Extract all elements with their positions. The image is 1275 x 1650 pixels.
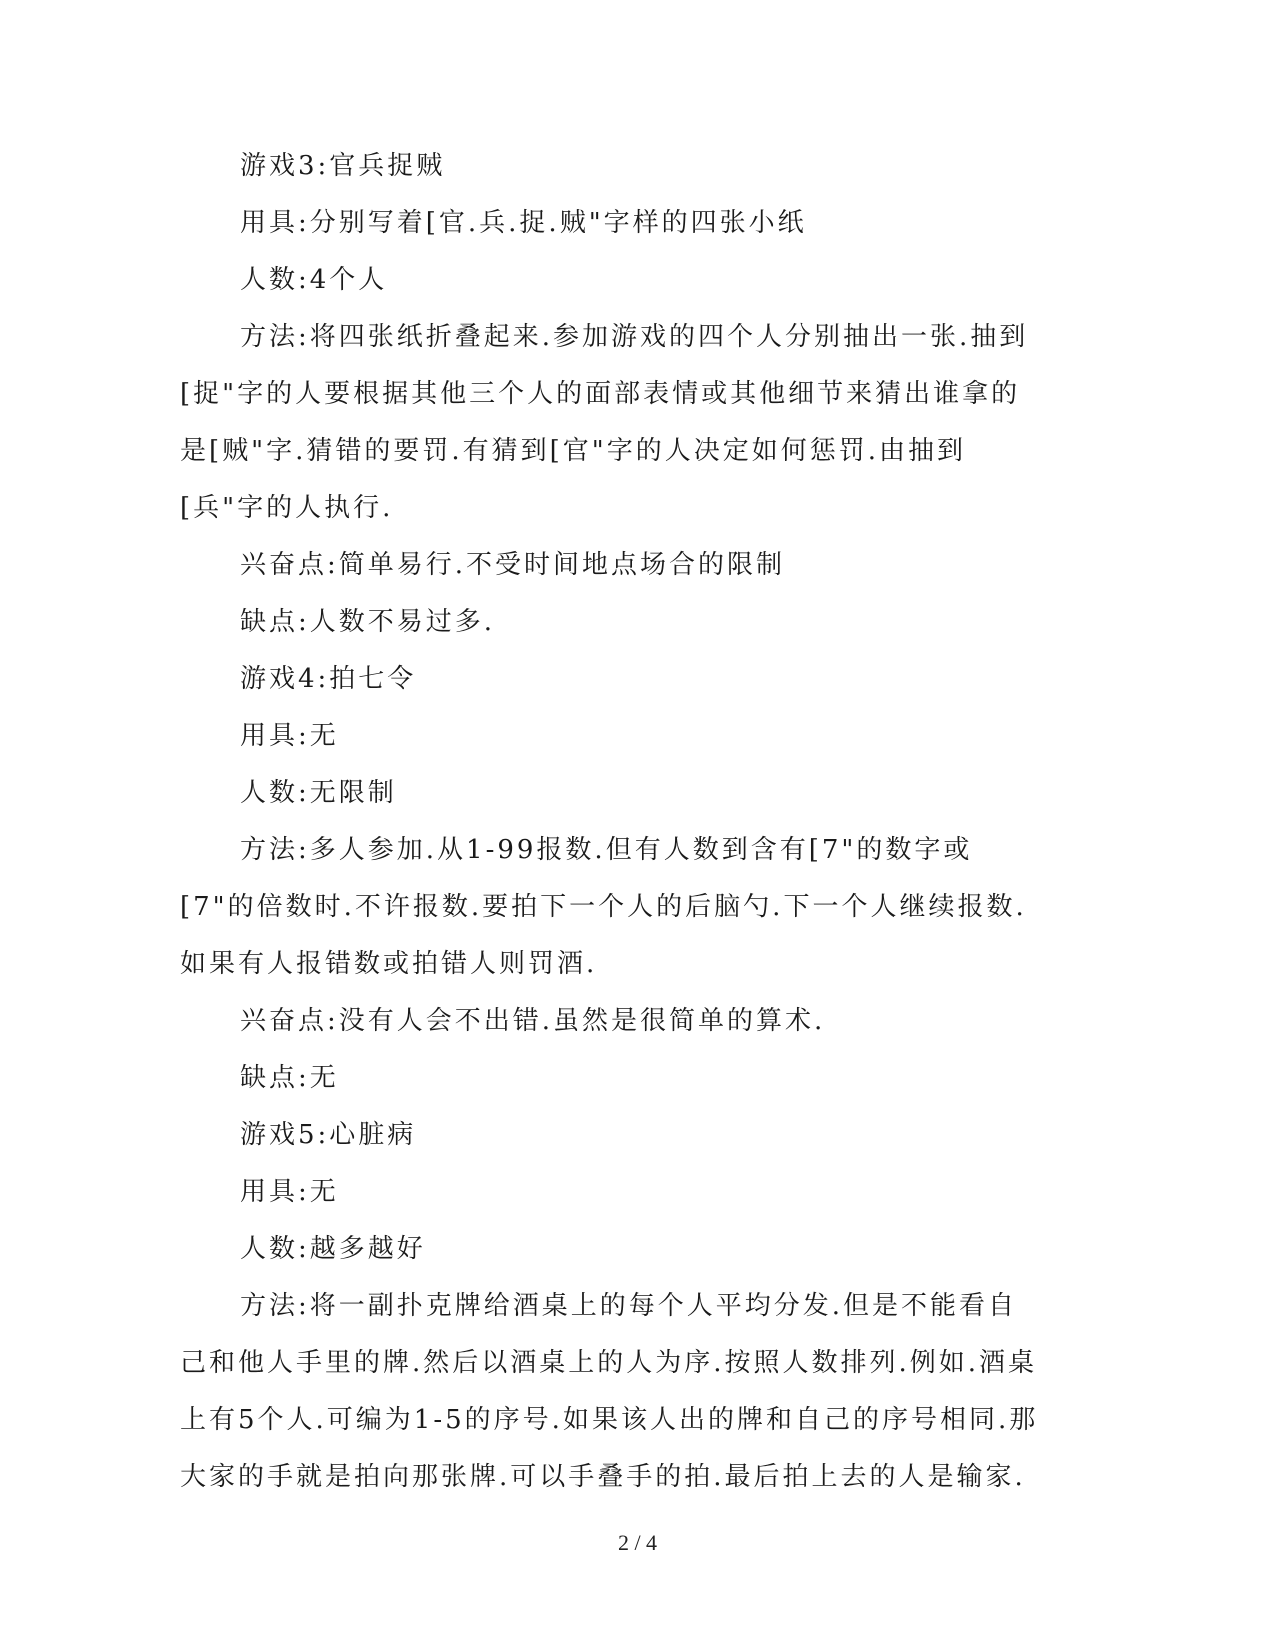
game4-highlight: 兴奋点:没有人会不出错.虽然是很简单的算术. (240, 1006, 826, 1036)
game3-drawback: 缺点:人数不易过多. (240, 607, 496, 637)
game5-tools: 用具:无 (240, 1177, 339, 1207)
game4-drawback: 缺点:无 (240, 1063, 339, 1093)
game4-title: 游戏4:拍七令 (240, 664, 417, 694)
game3-players: 人数:4个人 (240, 265, 388, 295)
game3-title: 游戏3:官兵捉贼 (240, 151, 446, 181)
game5-players: 人数:越多越好 (240, 1234, 426, 1264)
document-body (180, 138, 1040, 1506)
game4-tools: 用具:无 (240, 721, 339, 751)
game5-method: 方法:将一副扑克牌给酒桌上的每个人平均分发.但是不能看自己和他人手里的牌.然后以酒桌上的人为序.按照人数排列.例如.酒桌上有5个人.可编为1-5的序号.如果该人出的牌和自己的序号相同.那大家的手就是拍向那张牌.可以手叠手的拍.最后拍上去的人是输家. (180, 1291, 1039, 1492)
game5-title: 游戏5:心脏病 (240, 1120, 417, 1150)
game3-tools: 用具:分别写着[官.兵.捉.贼"字样的四张小纸 (240, 208, 807, 238)
game3-method: 方法:将四张纸折叠起来.参加游戏的四个人分别抽出一张.抽到[捉"字的人要根据其他三个人的面部表情或其他细节来猜出谁拿的是[贼"字.猜错的要罚.有猜到[官"字的人决定如何惩罚.由抽到[兵"字的人执行. (180, 322, 1029, 523)
game4-method: 方法:多人参加.从1-99报数.但有人数到含有[7"的数字或[7"的倍数时.不许报数.要拍下一个人的后脑勺.下一个人继续报数.如果有人报错数或拍错人则罚酒. (180, 835, 1027, 979)
game3-highlight: 兴奋点:简单易行.不受时间地点场合的限制 (240, 550, 786, 580)
game4-players: 人数:无限制 (240, 778, 397, 808)
page-number: 2 / 4 (617, 1530, 658, 1555)
